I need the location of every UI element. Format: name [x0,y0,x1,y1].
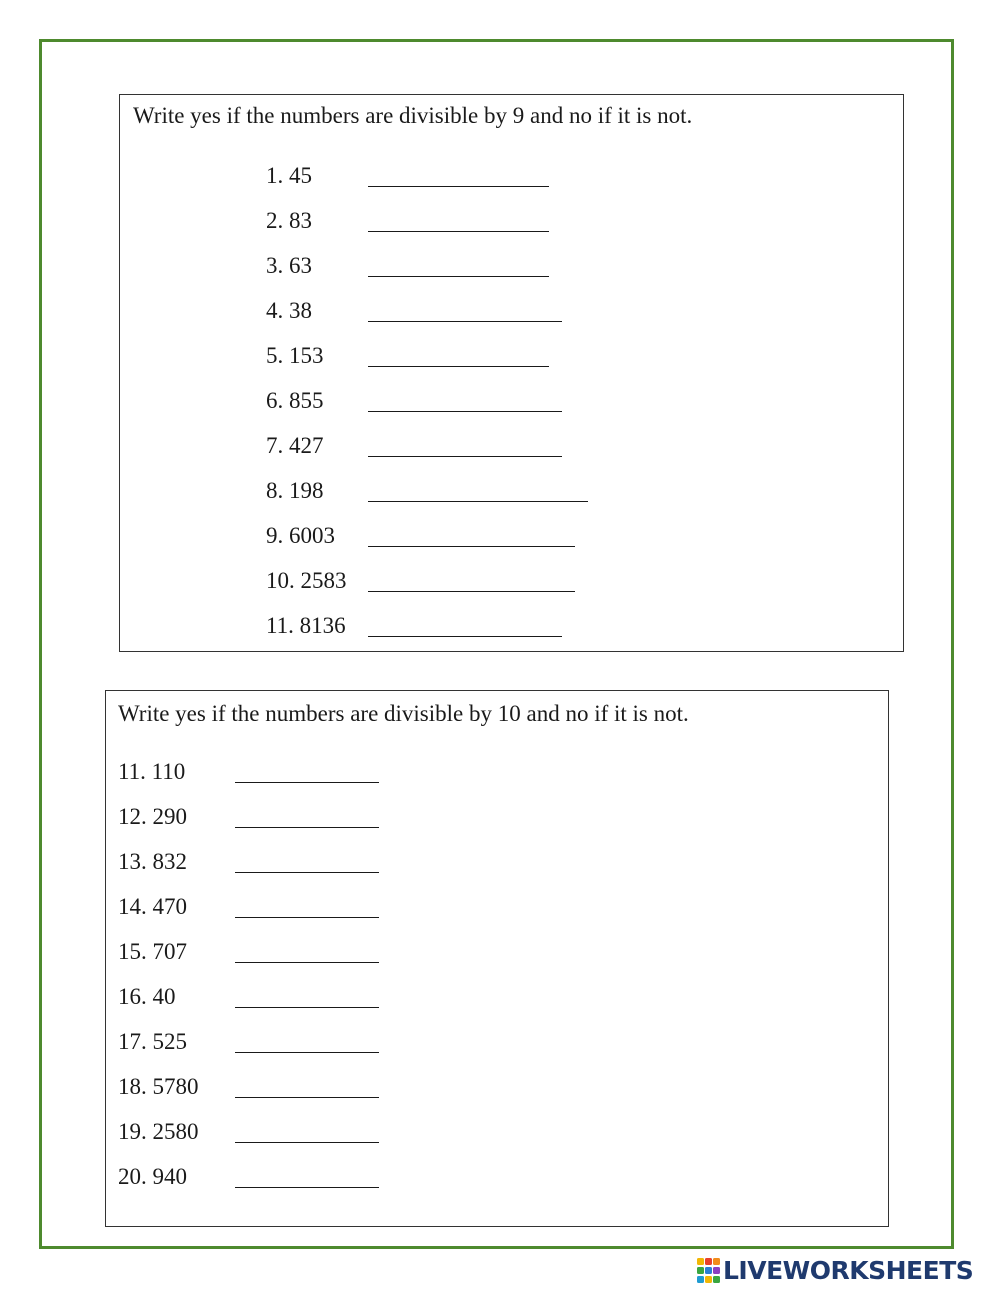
answer-blank[interactable] [368,546,575,547]
question-label: 8. 198 [266,478,324,503]
answer-blank[interactable] [235,917,379,918]
liveworksheets-logo[interactable] [697,1256,995,1286]
section-2-instruction: Write yes if the numbers are divisible by 10 and no if it is not. [118,701,689,726]
question-label: 14. 470 [118,894,187,919]
liveworksheets-badge-icon [697,1258,721,1284]
answer-blank[interactable] [368,186,549,187]
section-divisible-by-9 [119,94,904,652]
question-label: 7. 427 [266,433,324,458]
answer-blank[interactable] [235,872,379,873]
question-label: 4. 38 [266,298,312,323]
question-label: 15. 707 [118,939,187,964]
question-label: 11. 8136 [266,613,346,638]
answer-blank[interactable] [368,456,562,457]
question-label: 2. 83 [266,208,312,233]
answer-blank[interactable] [235,782,379,783]
question-label: 10. 2583 [266,568,347,593]
answer-blank[interactable] [368,636,562,637]
liveworksheets-logo-text: LIVEWORKSHEETS [723,1256,974,1285]
question-label: 16. 40 [118,984,176,1009]
answer-blank[interactable] [368,366,549,367]
question-label: 5. 153 [266,343,324,368]
answer-blank[interactable] [368,276,549,277]
section-1-instruction: Write yes if the numbers are divisible by 9 and no if it is not. [133,103,693,128]
answer-blank[interactable] [368,231,549,232]
answer-blank[interactable] [235,1097,379,1098]
answer-blank[interactable] [235,1052,379,1053]
question-label: 3. 63 [266,253,312,278]
answer-blank[interactable] [368,591,575,592]
question-label: 9. 6003 [266,523,335,548]
question-label: 20. 940 [118,1164,187,1189]
answer-blank[interactable] [235,1142,379,1143]
answer-blank[interactable] [368,501,588,502]
question-label: 1. 45 [266,163,312,188]
answer-blank[interactable] [235,827,379,828]
question-label: 17. 525 [118,1029,187,1054]
question-label: 12. 290 [118,804,187,829]
section-divisible-by-10 [105,690,889,1227]
question-label: 18. 5780 [118,1074,199,1099]
question-label: 11. 110 [118,759,186,784]
question-label: 6. 855 [266,388,324,413]
question-label: 13. 832 [118,849,187,874]
answer-blank[interactable] [235,1007,379,1008]
answer-blank[interactable] [368,321,562,322]
answer-blank[interactable] [368,411,562,412]
answer-blank[interactable] [235,962,379,963]
answer-blank[interactable] [235,1187,379,1188]
question-label: 19. 2580 [118,1119,199,1144]
